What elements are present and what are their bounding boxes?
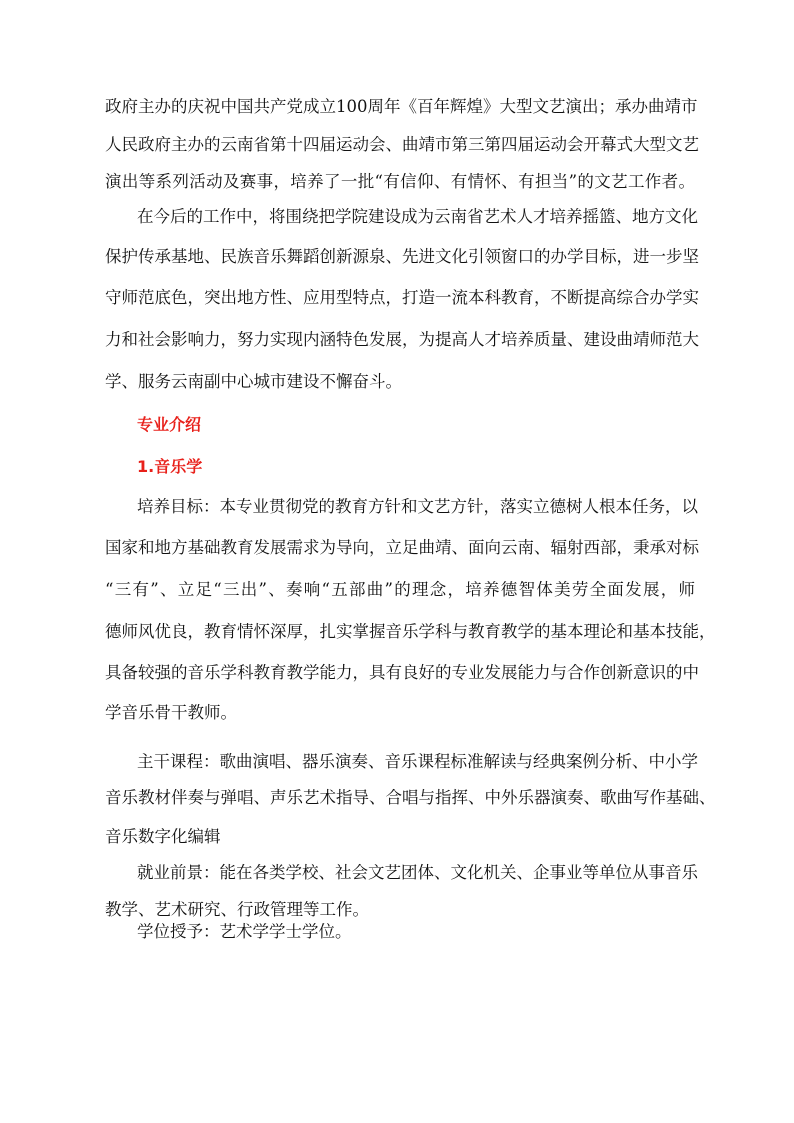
paragraph-line: 音乐教材伴奏与弹唱、声乐艺术指导、合唱与指挥、中外乐器演奏、歌曲写作基础、 (105, 788, 716, 807)
paragraph-line: 主干课程：歌曲演唱、器乐演奏、音乐课程标准解读与经典案例分析、中小学 (137, 752, 698, 771)
paragraph-line: “三有”、立足“三出”、奏响“五部曲”的理念，培养德智体美劳全面发展，师 (105, 580, 695, 599)
paragraph-line: 守师范底色，突出地方性、应用型特点，打造一流本科教育，不断提高综合办学实 (105, 288, 699, 307)
paragraph-line: 音乐数字化编辑 (105, 827, 221, 846)
paragraph-line: 学位授予：艺术学学士学位。 (137, 922, 352, 941)
subsection-heading: 1.音乐学 (137, 457, 203, 476)
paragraph-line: 就业前景：能在各类学校、社会文艺团体、文化机关、企事业等单位从事音乐 (137, 863, 698, 882)
paragraph-line: 德师风优良，教育情怀深厚，扎实掌握音乐学科与教育教学的基本理论和基本技能， (105, 622, 716, 641)
paragraph-line: 学音乐骨干教师。 (105, 703, 237, 722)
paragraph-line: 培养目标：本专业贯彻党的教育方针和文艺方针，落实立德树人根本任务，以 (137, 497, 698, 516)
paragraph-line: 人民政府主办的云南省第十四届运动会、曲靖市第三第四届运动会开幕式大型文艺 (105, 135, 699, 154)
paragraph-line: 保护传承基地、民族音乐舞蹈创新源泉、先进文化引领窗口的办学目标，进一步坚 (105, 247, 699, 266)
paragraph-line: 具备较强的音乐学科教育教学能力，具有良好的专业发展能力与合作创新意识的中 (105, 663, 699, 682)
paragraph-line: 教学、艺术研究、行政管理等工作。 (105, 900, 369, 919)
paragraph-line: 学、服务云南副中心城市建设不懈奋斗。 (105, 372, 402, 391)
paragraph-line: 在今后的工作中，将围绕把学院建设成为云南省艺术人才培养摇篮、地方文化 (137, 207, 698, 226)
section-heading: 专业介绍 (137, 415, 202, 434)
paragraph-line: 政府主办的庆祝中国共产党成立100周年《百年辉煌》大型文艺演出；承办曲靖市 (105, 97, 698, 116)
paragraph-line: 力和社会影响力，努力实现内涵特色发展，为提高人才培养质量、建设曲靖师范大 (105, 330, 699, 349)
paragraph-line: 演出等系列活动及赛事，培养了一批“有信仰、有情怀、有担当”的文艺工作者。 (105, 172, 695, 191)
paragraph-line: 国家和地方基础教育发展需求为导向，立足曲靖、面向云南、辐射西部，秉承对标 (105, 538, 699, 557)
